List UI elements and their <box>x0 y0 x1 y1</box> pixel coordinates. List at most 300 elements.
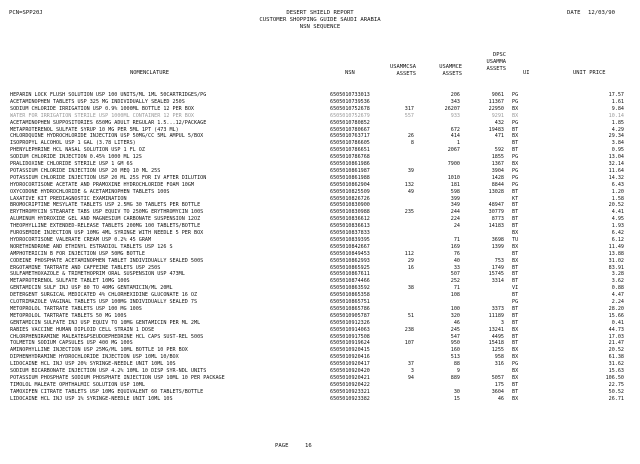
item-nsn: 6505010826726 <box>330 195 370 202</box>
item-nomenclature: PRALIDOXINE CHLORIDE STERILE USP 1 GM 6S <box>10 161 133 167</box>
item-nomenclature: METOPROLOL TARTRATE TABLETS 50 MG 100S <box>10 312 127 319</box>
item-unit-price: 83.91 <box>608 264 624 271</box>
item-nsn: 6505010780667 <box>330 126 370 133</box>
item-usammce-assets: 100 <box>450 305 460 312</box>
item-dpsc-assets: 30779 <box>488 209 504 216</box>
item-usammcsa-assets: 8 <box>410 140 414 147</box>
item-nsn: 6505010786605 <box>330 140 370 147</box>
item-unit-price: 1.85 <box>611 119 624 126</box>
item-dpsc-assets: 48947 <box>488 202 504 209</box>
item-nomenclature: LIDOCAINE HCL INJ USP 20% SYRINGE-NEEDLE UNIT 10ML 10S <box>10 361 176 368</box>
column-header-ui: UI <box>523 70 530 76</box>
table-row <box>0 258 640 264</box>
item-nsn: 6505010862993 <box>330 257 370 264</box>
item-usammce-assets: 245 <box>450 326 460 333</box>
item-nomenclature: ACETAMINOPHEN SUPPOSITORIES 650MG ADULT REGULAR 1.5...12/PACKAGE <box>10 119 207 126</box>
item-dpsc-assets: 19483 <box>488 126 504 133</box>
item-nsn: 6505010786651 <box>330 147 370 154</box>
item-unit-price: 9.84 <box>611 105 624 112</box>
item-dpsc-assets: 1855 <box>491 154 504 161</box>
table-row <box>0 182 640 188</box>
item-nomenclature: TIMOLOL MALEATE OPHTHALMIC SOLUTION USP 10ML <box>10 381 145 388</box>
item-usammcsa-assets: 317 <box>404 105 414 112</box>
item-usammce-assets: 169 <box>450 243 460 250</box>
item-unit-of-issue: KT <box>512 195 519 202</box>
item-unit-of-issue: BX <box>512 105 519 112</box>
item-nsn: 6505010923382 <box>330 395 370 402</box>
item-usammce-assets: 181 <box>450 181 460 188</box>
item-usammce-assets: 399 <box>450 195 460 202</box>
table-row <box>0 368 640 374</box>
table-row <box>0 127 640 133</box>
item-unit-price: 4.95 <box>611 216 624 223</box>
item-unit-price: 11.64 <box>608 167 624 174</box>
item-unit-price: 106.50 <box>605 374 624 381</box>
item-unit-price: 26.71 <box>608 395 624 402</box>
item-unit-price: 13.04 <box>608 154 624 161</box>
item-usammce-assets: 252 <box>450 278 460 285</box>
item-nsn: 6505010861988 <box>330 174 370 181</box>
item-unit-price: 20.52 <box>608 202 624 209</box>
item-dpsc-assets: 1367 <box>491 161 504 167</box>
item-usammcsa-assets: 235 <box>404 209 414 216</box>
table-row <box>0 168 640 174</box>
item-nomenclature: CLOTRIMAZOLE VAGINAL TABLETS USP 100MG INDIVIDUALLY SEALED 7S <box>10 299 198 305</box>
item-usammce-assets: 2067 <box>447 147 460 154</box>
table-row <box>0 361 640 367</box>
table-row <box>0 271 640 277</box>
item-usammce-assets: 7900 <box>447 161 460 167</box>
item-usammce-assets: 224 <box>450 216 460 223</box>
item-usammce-assets: 9 <box>456 368 460 374</box>
column-header-dpsc: DPSC <box>493 52 506 58</box>
item-usammcsa-assets: 38 <box>407 285 414 292</box>
item-nsn: 6505010733013 <box>330 92 370 98</box>
item-unit-of-issue: VI <box>512 285 519 292</box>
item-usammce-assets: 30 <box>453 388 460 395</box>
item-nomenclature: GENTAMICIN SULF INJ USP 80 TO 40MG GENTAMICIN/ML 20ML <box>10 285 173 292</box>
date-value: 12/03/90 <box>588 10 615 16</box>
column-header-dpsc-usamma: USAMMA <box>486 59 506 65</box>
item-nomenclature: SODIUM CHLORIDE IRRIGATION USP 0.9% 1000ML BOTTLE 12 PER BOX <box>10 105 195 112</box>
item-nsn: 6505010912326 <box>330 319 370 326</box>
item-dpsc-assets: 8773 <box>491 216 504 223</box>
item-unit-of-issue: PG <box>512 174 519 181</box>
table-row <box>0 120 640 126</box>
item-unit-of-issue: PG <box>512 361 519 368</box>
item-unit-of-issue: PG <box>512 154 519 161</box>
item-nomenclature: ISOPROPYL ALCOHOL USP 1 GAL (3.78 LITERS) <box>10 140 136 147</box>
item-unit-of-issue: BT <box>512 340 519 347</box>
item-nomenclature: LAXATIVE KIT PREDIAGNOSTIC EXAMINATION <box>10 195 127 202</box>
item-unit-price: 2.24 <box>611 299 624 305</box>
table-row <box>0 154 640 160</box>
item-nsn: 6505010837833 <box>330 230 370 236</box>
item-unit-price: 0.88 <box>611 285 624 292</box>
item-dpsc-assets: 316 <box>494 361 504 368</box>
item-dpsc-assets: 15418 <box>488 340 504 347</box>
item-unit-of-issue: BX <box>512 347 519 354</box>
item-unit-price: 4.47 <box>611 292 624 299</box>
item-usammce-assets: 513 <box>450 354 460 361</box>
item-usammcsa-assets: 112 <box>404 250 414 257</box>
table-row <box>0 189 640 195</box>
item-dpsc-assets: 9061 <box>491 92 504 98</box>
table-row <box>0 285 640 291</box>
item-dpsc-assets: 9291 <box>491 112 504 119</box>
item-usammcsa-assets: 49 <box>407 188 414 195</box>
table-row <box>0 347 640 353</box>
table-row <box>0 375 640 381</box>
table-row <box>0 237 640 243</box>
item-nomenclature: AMPHOTERICIN B FOR INJECTION USP 50MG BOTTLE <box>10 250 145 257</box>
item-nomenclature: GENTAMICIN SULFATE INJ USP EQUIV TO 10MG GENTAMICIN PER ML 2ML <box>10 319 201 326</box>
item-usammce-assets: 88 <box>453 361 460 368</box>
item-dpsc-assets: 592 <box>494 147 504 154</box>
item-nsn: 6505010920420 <box>330 368 370 374</box>
item-nsn: 6505010917508 <box>330 333 370 340</box>
item-unit-of-issue: BX <box>512 395 519 402</box>
item-nomenclature: POTASSIUM CHLORIDE INJECTION USP 20 MEQ 10 ML 25S <box>10 167 161 174</box>
item-unit-price: 61.38 <box>608 354 624 361</box>
item-nsn: 6505010914063 <box>330 326 370 333</box>
item-dpsc-assets: 1428 <box>491 174 504 181</box>
item-usammce-assets: 349 <box>450 202 460 209</box>
item-usammcsa-assets: 107 <box>404 340 414 347</box>
column-header-dpsc-assets: ASSETS <box>486 66 506 72</box>
table-row <box>0 340 640 346</box>
item-usammce-assets: 950 <box>450 340 460 347</box>
item-dpsc-assets: 3904 <box>491 167 504 174</box>
item-unit-of-issue: BT <box>512 264 519 271</box>
item-dpsc-assets: 3604 <box>491 388 504 395</box>
item-nomenclature: DIPHENHYDRAMINE HYDROCHLORIDE INJECTION USP 10ML 10/BOX <box>10 354 179 361</box>
item-unit-of-issue: BT <box>512 209 519 216</box>
item-unit-of-issue: BT <box>512 250 519 257</box>
item-unit-of-issue: BT <box>512 202 519 209</box>
item-unit-price: 29.34 <box>608 133 624 140</box>
item-unit-of-issue: BT <box>512 140 519 147</box>
item-unit-of-issue: BT <box>512 188 519 195</box>
column-header-usammce: USAMMCE <box>439 64 462 70</box>
item-nomenclature: SODIUM BICARBONATE INJECTION USP 4.2% 10ML 10 DISP SYR-NDL UNITS <box>10 368 207 374</box>
item-unit-of-issue: TU <box>512 236 519 243</box>
item-unit-price: 17.57 <box>608 92 624 98</box>
item-unit-price: 14.32 <box>608 174 624 181</box>
item-nomenclature: THEOPHYLLINE EXTENDED-RELEASE TABLETS 200MG 100 TABLETS/BOTTLE <box>10 223 201 230</box>
item-dpsc-assets: 11189 <box>488 312 504 319</box>
page-label: PAGE <box>275 443 289 449</box>
report-subtitle: CUSTOMER SHOPPING GUIDE SAUDI ARABIA <box>259 17 381 23</box>
column-header-usammcsa: USAMMCSA <box>390 64 416 70</box>
column-header-usammcsa-assets: ASSETS <box>396 71 416 77</box>
item-usammcsa-assets: 557 <box>404 112 414 119</box>
item-unit-price: 31.62 <box>608 361 624 368</box>
item-unit-of-issue: BT <box>512 388 519 395</box>
table-row <box>0 265 640 271</box>
item-unit-price: 28.20 <box>608 305 624 312</box>
item-unit-price: 22.75 <box>608 381 624 388</box>
item-dpsc-assets: 471 <box>494 133 504 140</box>
item-usammce-assets: 76 <box>453 250 460 257</box>
item-unit-price: 1.20 <box>611 188 624 195</box>
item-unit-price: 31.02 <box>608 257 624 264</box>
item-usammce-assets: 108 <box>450 292 460 299</box>
item-nsn: 6505010842667 <box>330 243 370 250</box>
item-nomenclature: RABIES VACCINE HUMAN DIPLOID CELL STRAIN 1 DOSE <box>10 326 155 333</box>
item-nsn: 6505010862904 <box>330 181 370 188</box>
table-row <box>0 216 640 222</box>
table-row <box>0 175 640 181</box>
item-dpsc-assets: 958 <box>494 354 504 361</box>
item-usammce-assets: 33 <box>453 264 460 271</box>
report-sequence: NSN SEQUENCE <box>299 24 341 30</box>
item-nomenclature: ERYTHROMYCIN STEARATE TABS USP EQUIV TO 250MG ERYTHROMYCIN 100S <box>10 209 204 216</box>
item-unit-price: 6.12 <box>611 236 624 243</box>
table-row <box>0 354 640 360</box>
item-unit-of-issue: PG <box>512 92 519 98</box>
item-usammce-assets: 24 <box>453 223 460 230</box>
item-usammcsa-assets: 39 <box>407 167 414 174</box>
item-nsn: 6505010867611 <box>330 271 370 278</box>
column-header-nsn: NSN <box>345 70 355 76</box>
item-unit-of-issue: BX <box>512 243 519 250</box>
item-unit-price: 13.88 <box>608 250 624 257</box>
item-nomenclature: WATER FOR IRRIGATION STERILE USP 1000ML CONTAINER 12 PER BOX <box>10 112 195 119</box>
item-nsn: 6505010863592 <box>330 285 370 292</box>
item-nomenclature: LIDOCAINE HCL INJ USP 1% SYRINGE-NEEDLE UNIT 10ML 10S <box>10 395 173 402</box>
item-unit-of-issue: BT <box>512 312 519 319</box>
item-usammce-assets: 71 <box>453 285 460 292</box>
item-usammce-assets: 40 <box>453 257 460 264</box>
item-unit-of-issue: BT <box>512 381 519 388</box>
item-usammcsa-assets: 3 <box>410 368 414 374</box>
item-unit-of-issue: PG <box>512 98 519 105</box>
item-dpsc-assets: 1255 <box>491 347 504 354</box>
table-row <box>0 113 640 119</box>
column-header-unit-price: UNIT PRICE <box>573 70 606 76</box>
item-unit-price: 32.14 <box>608 161 624 167</box>
item-nsn: 6505010836612 <box>330 216 370 223</box>
item-unit-of-issue: BT <box>512 216 519 223</box>
item-unit-price: 1.58 <box>611 195 624 202</box>
item-nsn: 6505010839395 <box>330 236 370 243</box>
item-dpsc-assets: 5057 <box>491 374 504 381</box>
item-unit-of-issue: BT <box>512 292 519 299</box>
table-row <box>0 313 640 319</box>
item-nomenclature: SULFAMETHOXAZOLE & TRIMETHOPRIM ORAL SUSPENSION USP 473ML <box>10 271 185 278</box>
item-unit-of-issue: BX <box>512 354 519 361</box>
item-nomenclature: ALUMINUM HYDROXIDE GEL AND MAGNESIUM CARBONATE SUSPENSION 12OZ <box>10 216 201 223</box>
item-nomenclature: ACETAMINOPHEN TABLETS USP 325 MG INDIVIDUALLY SEALED 250S <box>10 98 185 105</box>
item-nomenclature: TOLMETIN SODIUM CAPSULES USP 400 MG 100S <box>10 340 133 347</box>
table-row <box>0 389 640 395</box>
item-unit-price: 15.63 <box>608 368 624 374</box>
item-nsn: 6505010874466 <box>330 278 370 285</box>
item-nomenclature: CHLORPHENIRAMINE MALEATE&PSEUDOEPHEDRINE HCL CAPS SUST-REL 500S <box>10 333 204 340</box>
report-title: DESERT SHIELD REPORT <box>286 10 354 16</box>
item-unit-price: 17.03 <box>608 333 624 340</box>
table-row <box>0 320 640 326</box>
table-row <box>0 327 640 333</box>
item-nomenclature: FUROSEMIDE INJECTION USP 10MG 4ML SYRINGE WITH NEEDLE 5 PER BOX <box>10 230 204 236</box>
item-unit-of-issue: BT <box>512 147 519 154</box>
item-usammce-assets: 320 <box>450 312 460 319</box>
item-unit-price: 6.42 <box>611 230 624 236</box>
item-nsn: 6505010923321 <box>330 388 370 395</box>
item-dpsc-assets: 3698 <box>491 236 504 243</box>
item-unit-of-issue: BT <box>512 305 519 312</box>
table-row <box>0 396 640 402</box>
item-unit-price: 10.14 <box>608 112 624 119</box>
item-usammcsa-assets: 26 <box>407 133 414 140</box>
column-header-usammce-assets: ASSETS <box>442 71 462 77</box>
table-row <box>0 223 640 229</box>
item-unit-price: 3.28 <box>611 271 624 278</box>
item-nsn: 6505010920416 <box>330 354 370 361</box>
item-unit-price: 50.52 <box>608 388 624 395</box>
item-nomenclature: POTASSIUM PHOSPHATE SODIUM PHOSPHATE INJECTION USP 10ML 10 PER PACKAGE <box>10 374 225 381</box>
item-usammce-assets: 1 <box>456 140 460 147</box>
item-usammce-assets: 71 <box>453 236 460 243</box>
item-nomenclature: NORETHINDRONE AND ETHINYL ESTRADIOL TABLETS USP 126 S <box>10 243 173 250</box>
item-nsn: 6505010752678 <box>330 105 370 112</box>
item-nomenclature: AMINOPHYLLINE INJECTION USP 25MG/ML 10ML BOTTLE 10 PER BOX <box>10 347 188 354</box>
item-dpsc-assets: 13241 <box>488 326 504 333</box>
item-usammce-assets: 1010 <box>447 174 460 181</box>
item-unit-price: 6.43 <box>611 181 624 188</box>
table-row <box>0 161 640 167</box>
item-dpsc-assets: 432 <box>494 119 504 126</box>
item-nsn: 6505010865358 <box>330 292 370 299</box>
item-unit-of-issue: BX <box>512 257 519 264</box>
item-dpsc-assets: 3373 <box>491 305 504 312</box>
item-unit-of-issue: BT <box>512 223 519 230</box>
table-row <box>0 133 640 139</box>
item-unit-of-issue: BX <box>512 374 519 381</box>
item-unit-of-issue: BX <box>512 161 519 167</box>
item-usammcsa-assets: 132 <box>404 181 414 188</box>
item-nomenclature: SODIUM CHLORIDE INJECTION 0.45% 1000 ML 12S <box>10 154 142 161</box>
item-unit-price: 4.41 <box>611 209 624 216</box>
item-unit-of-issue: PG <box>512 299 519 305</box>
table-row <box>0 292 640 298</box>
item-usammce-assets: 15 <box>453 395 460 402</box>
item-nomenclature: HEPARIN LOCK FLUSH SOLUTION USP 100 UNITS/ML 1ML 50CARTRIDGES/PG <box>10 92 207 98</box>
table-row <box>0 196 640 202</box>
table-row <box>0 251 640 257</box>
item-dpsc-assets: 13028 <box>488 188 504 195</box>
item-usammce-assets: 26207 <box>444 105 460 112</box>
item-usammcsa-assets: 16 <box>407 264 414 271</box>
item-nsn: 6505010752679 <box>330 112 370 119</box>
table-row <box>0 92 640 98</box>
item-nsn: 6505010849453 <box>330 250 370 257</box>
table-row <box>0 140 640 146</box>
item-usammce-assets: 933 <box>450 112 460 119</box>
item-usammce-assets: 206 <box>450 92 460 98</box>
item-nsn: 6505010920422 <box>330 381 370 388</box>
item-usammcsa-assets: 51 <box>407 312 414 319</box>
item-unit-price: 44.73 <box>608 326 624 333</box>
item-nsn: 6505010920417 <box>330 361 370 368</box>
item-usammce-assets: 160 <box>450 347 460 354</box>
item-usammce-assets: 889 <box>450 374 460 381</box>
item-nomenclature: BROMOCRIPTINE MESYLATE TABLETS USP 2.5MG 30 TABLETS PER BOTTLE <box>10 202 201 209</box>
item-nsn: 6505010920421 <box>330 374 370 381</box>
item-nsn: 6505010919624 <box>330 340 370 347</box>
item-dpsc-assets: 22950 <box>488 105 504 112</box>
item-unit-of-issue: BT <box>512 271 519 278</box>
item-nsn: 6505010739536 <box>330 98 370 105</box>
item-unit-price: 21.47 <box>608 340 624 347</box>
item-nsn: 6505010905787 <box>330 312 370 319</box>
item-nsn: 6505010861986 <box>330 161 370 167</box>
item-nomenclature: HYDROCORTISONE ACETATE AND PRAMOXINE HYDROCHLORIDE FOAM 10GM <box>10 181 195 188</box>
item-usammcsa-assets: 37 <box>407 361 414 368</box>
item-nsn: 6505010830988 <box>330 209 370 216</box>
item-unit-of-issue: BT <box>512 319 519 326</box>
page-number: 16 <box>305 443 312 449</box>
item-nsn: 6505010836613 <box>330 223 370 230</box>
item-nomenclature: DETERGENT SURGICAL MEDICATED 4% CHLORHEXIDINE GLUCONATE 16 OZ <box>10 292 198 299</box>
item-dpsc-assets: 753 <box>494 257 504 264</box>
table-row <box>0 202 640 208</box>
item-nomenclature: OXYCODONE HYDROCHLORIDE & ACETAMINOPHEN TABLETS 100S <box>10 188 170 195</box>
item-dpsc-assets: 8844 <box>491 181 504 188</box>
item-usammcsa-assets: 238 <box>404 326 414 333</box>
item-unit-price: 1.93 <box>611 223 624 230</box>
item-usammcsa-assets: 29 <box>407 257 414 264</box>
item-unit-of-issue: BT <box>512 278 519 285</box>
item-dpsc-assets: 46 <box>497 395 504 402</box>
table-row <box>0 244 640 250</box>
item-dpsc-assets: 15745 <box>488 271 504 278</box>
item-nsn: 6505010861987 <box>330 167 370 174</box>
item-unit-of-issue: BX <box>512 368 519 374</box>
item-unit-price: 3.62 <box>611 278 624 285</box>
table-row <box>0 106 640 112</box>
item-unit-of-issue: BX <box>512 112 519 119</box>
item-nomenclature: TAMOXIFEN CITRATE TABLETS USP 10MG EQUIVALENT 60 TABLETS/BOTTLE <box>10 388 204 395</box>
table-row <box>0 209 640 215</box>
item-dpsc-assets: 14183 <box>488 223 504 230</box>
date-label: DATE <box>567 10 581 16</box>
item-nsn: 6505010865925 <box>330 264 370 271</box>
item-unit-of-issue: BT <box>512 333 519 340</box>
report-id: PCN=SPP20J <box>9 10 43 16</box>
item-unit-of-issue: BT <box>512 126 519 133</box>
item-unit-of-issue: BX <box>512 326 519 333</box>
item-nomenclature: HYDROCORTISONE VALERATE CREAM USP 0.2% 45 GRAM <box>10 236 152 243</box>
item-unit-price: 4.29 <box>611 126 624 133</box>
item-dpsc-assets: 11367 <box>488 98 504 105</box>
item-unit-of-issue: BX <box>512 230 519 236</box>
table-row <box>0 147 640 153</box>
item-dpsc-assets: 3 <box>500 319 504 326</box>
item-unit-price: 11.49 <box>608 243 624 250</box>
item-unit-price: 20.52 <box>608 347 624 354</box>
item-nomenclature: PHENYLEPHRINE HCL NASAL SOLUTION USP 1 FL OZ <box>10 147 145 154</box>
item-dpsc-assets: 4495 <box>491 333 504 340</box>
item-unit-price: 0.41 <box>611 319 624 326</box>
item-dpsc-assets: 1399 <box>491 243 504 250</box>
item-usammce-assets: 507 <box>450 271 460 278</box>
item-nsn: 6505010780852 <box>330 119 370 126</box>
item-nomenclature: METAPROTERENOL SULFATE TABLET 10MG 100S <box>10 278 130 285</box>
item-usammce-assets: 244 <box>450 209 460 216</box>
item-unit-of-issue: BX <box>512 133 519 140</box>
